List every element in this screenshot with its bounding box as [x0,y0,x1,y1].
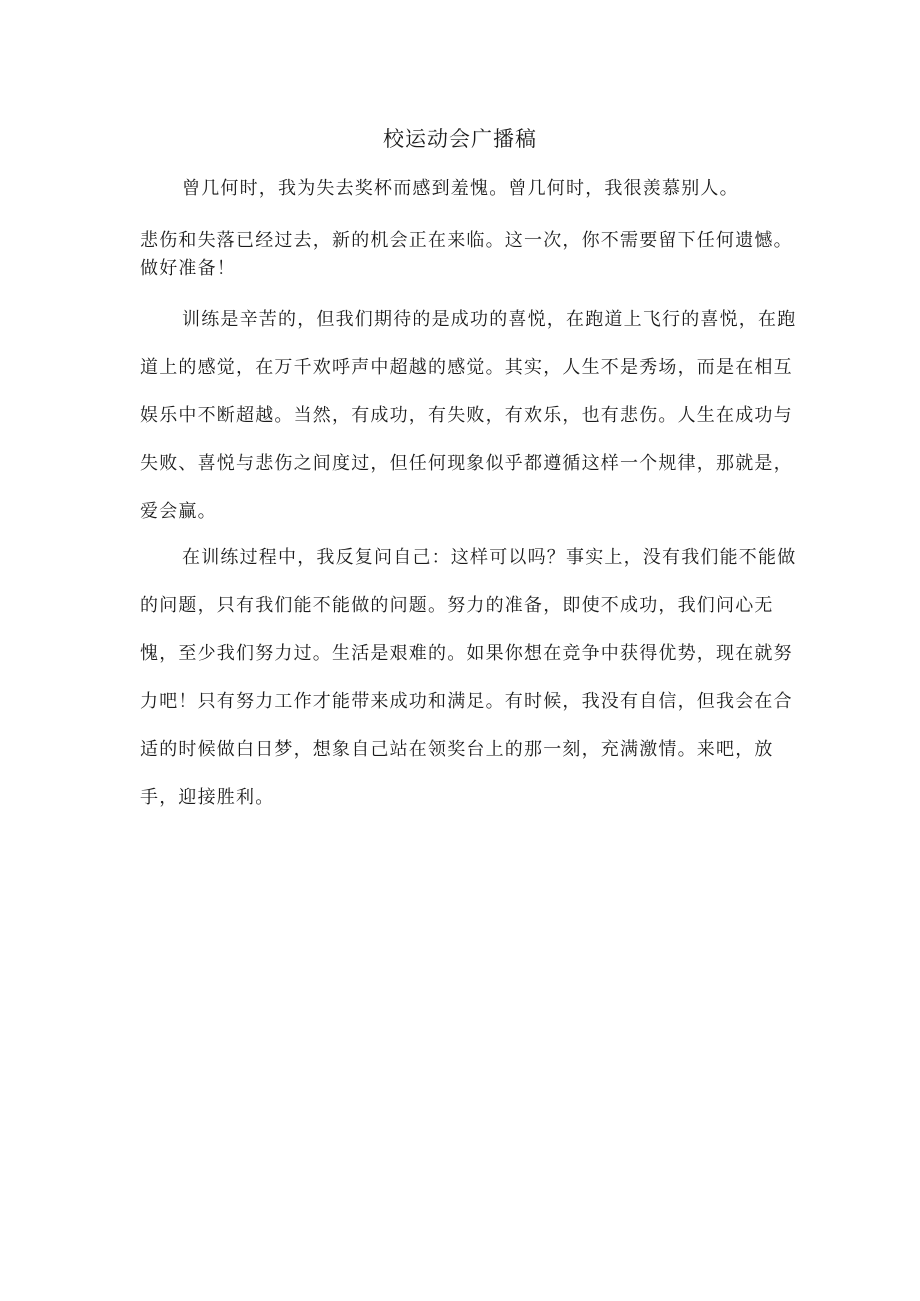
paragraph-2: 悲伤和失落已经过去，新的机会正在来临。这一次，你不需要留下任何遗憾。做好准备！ [140,230,793,279]
paragraph-4: 在训练过程中，我反复问自己：这样可以吗？事实上，没有我们能不能做的问题，只有我们能不能做的问题。努力的准备，即使不成功，我们问心无愧，至少我们努力过。生活是艰难的。如果你想在竞争中获得优势，现在就努力吧！只有努力工作才能带来成功和满足。有时候，我没有自信，但我会在合适的时候做白日梦，想象自己站在领奖台上的那一刻，充满激情。来吧，放手，迎接胜利。 [140,547,797,808]
paragraph-1: 曾几何时，我为失去奖杯而感到羞愧。曾几何时，我很羡慕别人。 [182,178,739,199]
paragraph-3: 训练是辛苦的，但我们期待的是成功的喜悦，在跑道上飞行的喜悦，在跑道上的感觉，在万千欢呼声中超越的感觉。其实，人生不是秀场，而是在相互娱乐中不断超越。当然，有成功，有失败，有欢乐，也有悲伤。人生在成功与失败、喜悦与悲伤之间度过，但任何现象似乎都遵循这样一个规律，那就是，爱会赢。 [140,309,797,522]
document-title: 校运动会广播稿 [383,127,537,151]
